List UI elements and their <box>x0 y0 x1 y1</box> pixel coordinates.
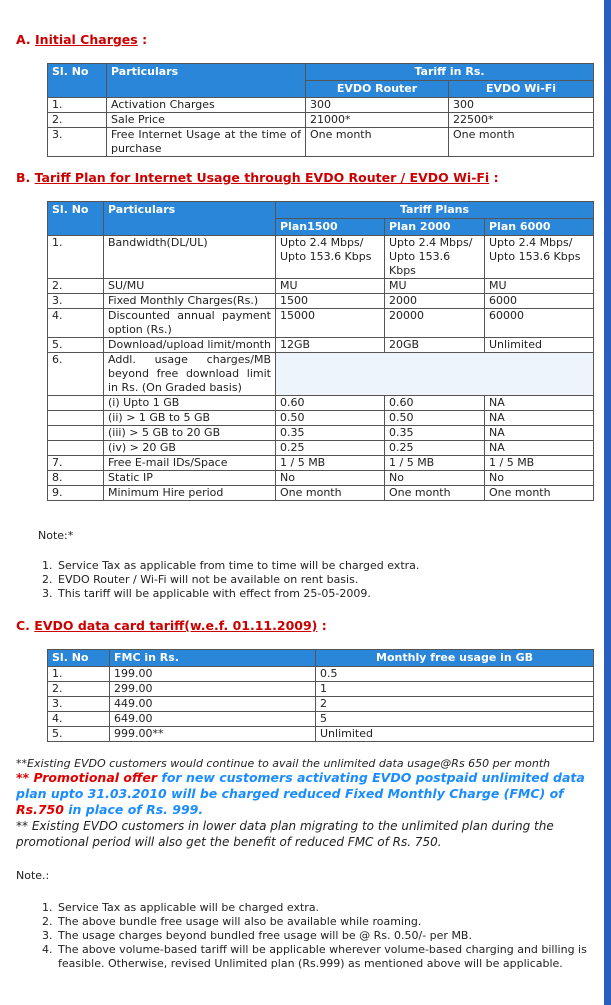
plan-1500-cell: 0.35 <box>276 426 385 441</box>
plan-2000-cell: 2000 <box>385 294 485 309</box>
table-row <box>48 682 594 697</box>
promo-end: in place of Rs. 999. <box>63 802 204 817</box>
table-row <box>48 727 594 742</box>
sl-no-cell: 4. <box>48 712 110 727</box>
evdo-router-cell: One month <box>306 128 449 157</box>
section-c-heading: EVDO data card tariff(w.e.f. 01.11.2009) <box>34 618 318 633</box>
header-slno: Sl. No <box>48 202 104 236</box>
monthly-usage-cell: 0.5 <box>316 667 594 682</box>
note-item: 4. The above volume-based tariff will be applicable wherever volume-based charging and billing is feasible. Otherwise, revised Unlimited plan (Rs.999) as mentioned above will be applicable. <box>56 943 596 971</box>
header-plan-2000: Plan 2000 <box>385 219 485 236</box>
particulars-cell: Activation Charges <box>107 98 306 113</box>
table-row <box>48 98 594 113</box>
monthly-usage-cell: 1 <box>316 682 594 697</box>
evdo-router-cell: 300 <box>306 98 449 113</box>
section-a-colon: : <box>142 32 148 47</box>
table-row <box>48 279 594 294</box>
evdo-wifi-cell: 300 <box>449 98 594 113</box>
plan-2000-cell: Upto 2.4 Mbps/ Upto 153.6 Kbps <box>385 236 485 279</box>
particulars-cell: Sale Price <box>107 113 306 128</box>
existing-customers-note: **Existing EVDO customers would continue to avail the unlimited data usage@Rs 650 per month <box>16 757 551 770</box>
plan-2000-cell: 20GB <box>385 338 485 353</box>
note-b-label: Note:* <box>38 529 74 542</box>
particulars-cell: (iv) > 20 GB <box>104 441 276 456</box>
evdo-wifi-cell: 22500* <box>449 113 594 128</box>
sl-no-cell: 1. <box>48 667 110 682</box>
fmc-cell: 999.00** <box>110 727 316 742</box>
plan-1500-cell: No <box>276 471 385 486</box>
sl-no-cell: 1. <box>48 98 107 113</box>
plan-6000-cell: 1 / 5 MB <box>485 456 594 471</box>
plan-1500-cell: Upto 2.4 Mbps/ Upto 153.6 Kbps <box>276 236 385 279</box>
fmc-cell: 649.00 <box>110 712 316 727</box>
sl-no-cell: 5. <box>48 727 110 742</box>
note-item: 1. Service Tax as applicable from time to time will be charged extra. <box>56 559 596 573</box>
section-b-title <box>16 170 499 185</box>
plan-6000-cell: NA <box>485 426 594 441</box>
particulars-cell: (ii) > 1 GB to 5 GB <box>104 411 276 426</box>
header-evdo-router: EVDO Router <box>306 81 449 98</box>
sl-no-cell <box>48 441 104 456</box>
plan-1500-cell: 15000 <box>276 309 385 338</box>
plan-6000-cell: Upto 2.4 Mbps/ Upto 153.6 Kbps <box>485 236 594 279</box>
table-row <box>48 712 594 727</box>
section-b-letter: B. <box>16 170 31 185</box>
note-item: 2. EVDO Router / Wi-Fi will not be available on rent basis. <box>56 573 596 587</box>
header-evdo-wifi: EVDO Wi-Fi <box>449 81 594 98</box>
plan-2000-cell: 20000 <box>385 309 485 338</box>
plan-2000-cell: 0.35 <box>385 426 485 441</box>
table-row <box>48 294 594 309</box>
plan-1500-cell: 1 / 5 MB <box>276 456 385 471</box>
sl-no-cell: 1. <box>48 236 104 279</box>
tariff-plan-table <box>47 201 594 501</box>
promotional-offer-text <box>16 770 590 818</box>
plan-6000-cell: 60000 <box>485 309 594 338</box>
plan-2000-cell: 1 / 5 MB <box>385 456 485 471</box>
section-b-colon: : <box>493 170 499 185</box>
note-item: 3. This tariff will be applicable with effect from 25-05-2009. <box>56 587 596 601</box>
table-row <box>48 456 594 471</box>
sl-no-cell: 3. <box>48 294 104 309</box>
sl-no-cell: 2. <box>48 279 104 294</box>
note-c-list <box>36 901 596 971</box>
sl-no-cell: 3. <box>48 128 107 157</box>
table-row <box>48 338 594 353</box>
particulars-cell: Static IP <box>104 471 276 486</box>
table-row <box>48 236 594 279</box>
header-tariff: Tariff in Rs. <box>306 64 594 81</box>
plan-1500-cell: 0.50 <box>276 411 385 426</box>
sl-no-cell: 2. <box>48 682 110 697</box>
table-row <box>48 396 594 411</box>
table-row <box>48 113 594 128</box>
table-row <box>48 426 594 441</box>
header-particulars: Particulars <box>104 202 276 236</box>
note-item: 1. Service Tax as applicable will be charged extra. <box>56 901 596 915</box>
migration-note: ** Existing EVDO customers in lower data plan migrating to the unlimited plan during the promotional period will also get the benefit of reduced FMC of Rs. 750. <box>16 819 554 849</box>
particulars-cell: Download/upload limit/month <box>104 338 276 353</box>
plan-2000-cell: 0.25 <box>385 441 485 456</box>
sl-no-cell: 4. <box>48 309 104 338</box>
header-tariff-plans: Tariff Plans <box>276 202 594 219</box>
sl-no-cell: 7. <box>48 456 104 471</box>
plan-2000-cell: 0.50 <box>385 411 485 426</box>
data-card-table <box>47 649 594 742</box>
plan-1500-cell: 0.25 <box>276 441 385 456</box>
table-row <box>48 471 594 486</box>
plan-2000-cell: 0.60 <box>385 396 485 411</box>
section-a-letter: A. <box>16 32 31 47</box>
fmc-cell: 299.00 <box>110 682 316 697</box>
monthly-usage-cell: 5 <box>316 712 594 727</box>
monthly-usage-cell: 2 <box>316 697 594 712</box>
header-fmc: FMC in Rs. <box>110 650 316 667</box>
section-c-colon: : <box>321 618 327 633</box>
table-row <box>48 486 594 501</box>
particulars-cell: Discounted annual payment option (Rs.) <box>104 309 276 338</box>
particulars-cell: Minimum Hire period <box>104 486 276 501</box>
promo-amount: Rs.750 <box>16 802 64 817</box>
section-a-title <box>16 32 147 47</box>
section-b-heading: Tariff Plan for Internet Usage through EVDO Router / EVDO Wi-Fi <box>34 170 490 185</box>
initial-charges-table <box>47 63 594 157</box>
plan-1500-cell: 0.60 <box>276 396 385 411</box>
plan-6000-cell: 6000 <box>485 294 594 309</box>
plan-1500-cell: 12GB <box>276 338 385 353</box>
monthly-usage-cell: Unlimited <box>316 727 594 742</box>
plan-6000-cell: NA <box>485 396 594 411</box>
particulars-cell: SU/MU <box>104 279 276 294</box>
evdo-wifi-cell: One month <box>449 128 594 157</box>
plan-6000-cell: One month <box>485 486 594 501</box>
plan-1500-cell: 1500 <box>276 294 385 309</box>
plan-1500-cell: MU <box>276 279 385 294</box>
particulars-cell: (i) Upto 1 GB <box>104 396 276 411</box>
section-c-letter: C. <box>16 618 30 633</box>
promo-stars: ** <box>16 770 34 785</box>
fmc-cell: 199.00 <box>110 667 316 682</box>
section-a-heading: Initial Charges <box>35 32 138 47</box>
table-row <box>48 353 594 396</box>
plan-2000-cell: MU <box>385 279 485 294</box>
plan-6000-cell: Unlimited <box>485 338 594 353</box>
promo-label: Promotional offer <box>33 770 158 785</box>
sl-no-cell <box>48 411 104 426</box>
particulars-cell: Bandwidth(DL/UL) <box>104 236 276 279</box>
particulars-cell: Free E-mail IDs/Space <box>104 456 276 471</box>
sl-no-cell <box>48 396 104 411</box>
header-monthly-usage: Monthly free usage in GB <box>316 650 594 667</box>
sl-no-cell: 9. <box>48 486 104 501</box>
sl-no-cell: 5. <box>48 338 104 353</box>
evdo-router-cell: 21000* <box>306 113 449 128</box>
note-c-label: Note.: <box>16 869 50 882</box>
table-row <box>48 667 594 682</box>
particulars-cell: (iii) > 5 GB to 20 GB <box>104 426 276 441</box>
header-plan-6000: Plan 6000 <box>485 219 594 236</box>
promo-block <box>16 757 590 850</box>
plan-6000-cell: No <box>485 471 594 486</box>
sl-no-cell <box>48 426 104 441</box>
plan-6000-cell: NA <box>485 441 594 456</box>
table-row <box>48 411 594 426</box>
particulars-cell: Fixed Monthly Charges(Rs.) <box>104 294 276 309</box>
plan-6000-cell: MU <box>485 279 594 294</box>
section-c-title <box>16 618 327 633</box>
note-item: 2. The above bundle free usage will also be available while roaming. <box>56 915 596 929</box>
table-row <box>48 309 594 338</box>
plan-1500-cell: One month <box>276 486 385 501</box>
particulars-cell: Free Internet Usage at the time of purchase <box>107 128 306 157</box>
table-row <box>48 441 594 456</box>
fmc-cell: 449.00 <box>110 697 316 712</box>
plan-6000-cell: NA <box>485 411 594 426</box>
plan-2000-cell: No <box>385 471 485 486</box>
header-slno: Sl. No <box>48 64 107 98</box>
sl-no-cell: 2. <box>48 113 107 128</box>
header-plan-1500: Plan1500 <box>276 219 385 236</box>
sl-no-cell: 8. <box>48 471 104 486</box>
table-row <box>48 697 594 712</box>
plan-2000-cell: One month <box>385 486 485 501</box>
table-row <box>48 128 594 157</box>
particulars-cell: Addl. usage charges/MB beyond free download limit in Rs. (On Graded basis) <box>104 353 276 396</box>
promo-body: for new customers activating EVDO postpaid unlimited data plan upto 31.03.2010 will be charged reduced Fixed Monthly Charge (FMC) of <box>16 770 585 801</box>
note-b-list <box>36 559 596 601</box>
note-item: 3. The usage charges beyond bundled free usage will be @ Rs. 0.50/- per MB. <box>56 929 596 943</box>
header-slno: Sl. No <box>48 650 110 667</box>
blank-tariff-cell <box>276 353 594 396</box>
sl-no-cell: 3. <box>48 697 110 712</box>
header-particulars: Particulars <box>107 64 306 98</box>
window-frame-edge <box>604 0 611 1005</box>
sl-no-cell: 6. <box>48 353 104 396</box>
